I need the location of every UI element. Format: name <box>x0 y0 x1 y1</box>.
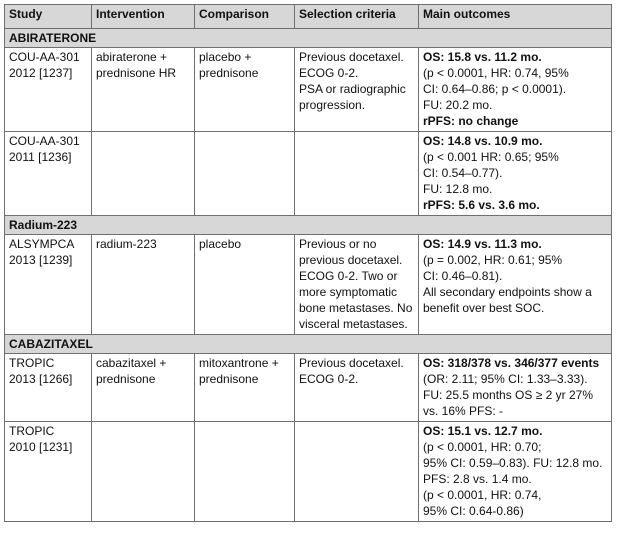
study-cell: COU-AA-301 2011 [1236] <box>5 132 92 216</box>
table-row <box>5 354 612 422</box>
outcomes-cell: OS: 15.8 vs. 11.2 mo. (p < 0.0001, HR: 0.74, 95% CI: 0.64–0.86; p < 0.0001). FU: 20.2 mo. rPFS: no change <box>419 48 612 132</box>
section-cabazitaxel: CABAZITAXEL <box>5 335 612 354</box>
header-selection-criteria: Selection criteria <box>295 5 419 29</box>
study-cell: TROPIC 2013 [1266] <box>5 354 92 422</box>
intervention-cell: cabazitaxel + prednisone <box>92 354 195 422</box>
intervention-cell: radium-223 <box>92 235 195 335</box>
outcomes-cell: OS: 15.1 vs. 12.7 mo. (p < 0.0001, HR: 0.70; 95% CI: 0.59–0.83). FU: 12.8 mo. PFS: 2.8 vs. 1.4 mo. (p < 0.0001, HR: 0.74, 95% CI: 0.64-0.86) <box>419 422 612 522</box>
section-row <box>5 29 612 48</box>
section-abiraterone: ABIRATERONE <box>5 29 612 48</box>
header-study: Study <box>5 5 92 29</box>
selection-cell: Previous docetaxel. ECOG 0-2. <box>295 354 419 422</box>
intervention-cell <box>92 422 195 522</box>
header-comparison: Comparison <box>195 5 295 29</box>
comparison-cell <box>195 132 295 216</box>
section-radium-223: Radium-223 <box>5 216 612 235</box>
table-row <box>5 48 612 132</box>
selection-cell: Previous docetaxel. ECOG 0-2. PSA or radiographic progression. <box>295 48 419 132</box>
trials-table <box>4 4 612 522</box>
comparison-cell: placebo + prednisone <box>195 48 295 132</box>
table-row <box>5 422 612 522</box>
intervention-cell: abiraterone + prednisone HR <box>92 48 195 132</box>
section-row <box>5 216 612 235</box>
study-cell: COU-AA-301 2012 [1237] <box>5 48 92 132</box>
study-cell: ALSYMPCA 2013 [1239] <box>5 235 92 335</box>
table-row <box>5 132 612 216</box>
outcomes-cell: OS: 318/378 vs. 346/377 events (OR: 2.11; 95% CI: 1.33–3.33). FU: 25.5 months OS ≥ 2 yr 27% vs. 16% PFS: - <box>419 354 612 422</box>
outcomes-cell: OS: 14.9 vs. 11.3 mo. (p = 0.002, HR: 0.61; 95% CI: 0.46–0.81). All secondary endpoints show a benefit over best SOC. <box>419 235 612 335</box>
comparison-cell: mitoxantrone + prednisone <box>195 354 295 422</box>
header-main-outcomes: Main outcomes <box>419 5 612 29</box>
comparison-cell <box>195 422 295 522</box>
comparison-cell: placebo <box>195 235 295 335</box>
study-cell: TROPIC 2010 [1231] <box>5 422 92 522</box>
table-row <box>5 235 612 335</box>
header-row <box>5 5 612 29</box>
intervention-cell <box>92 132 195 216</box>
selection-cell: Previous or no previous docetaxel. ECOG 0-2. Two or more symptomatic bone metastases. No visceral metastases. <box>295 235 419 335</box>
selection-cell <box>295 422 419 522</box>
header-intervention: Intervention <box>92 5 195 29</box>
selection-cell <box>295 132 419 216</box>
outcomes-cell: OS: 14.8 vs. 10.9 mo. (p < 0.001 HR: 0.65; 95% CI: 0.54–0.77). FU: 12.8 mo. rPFS: 5.6 vs. 3.6 mo. <box>419 132 612 216</box>
section-row <box>5 335 612 354</box>
